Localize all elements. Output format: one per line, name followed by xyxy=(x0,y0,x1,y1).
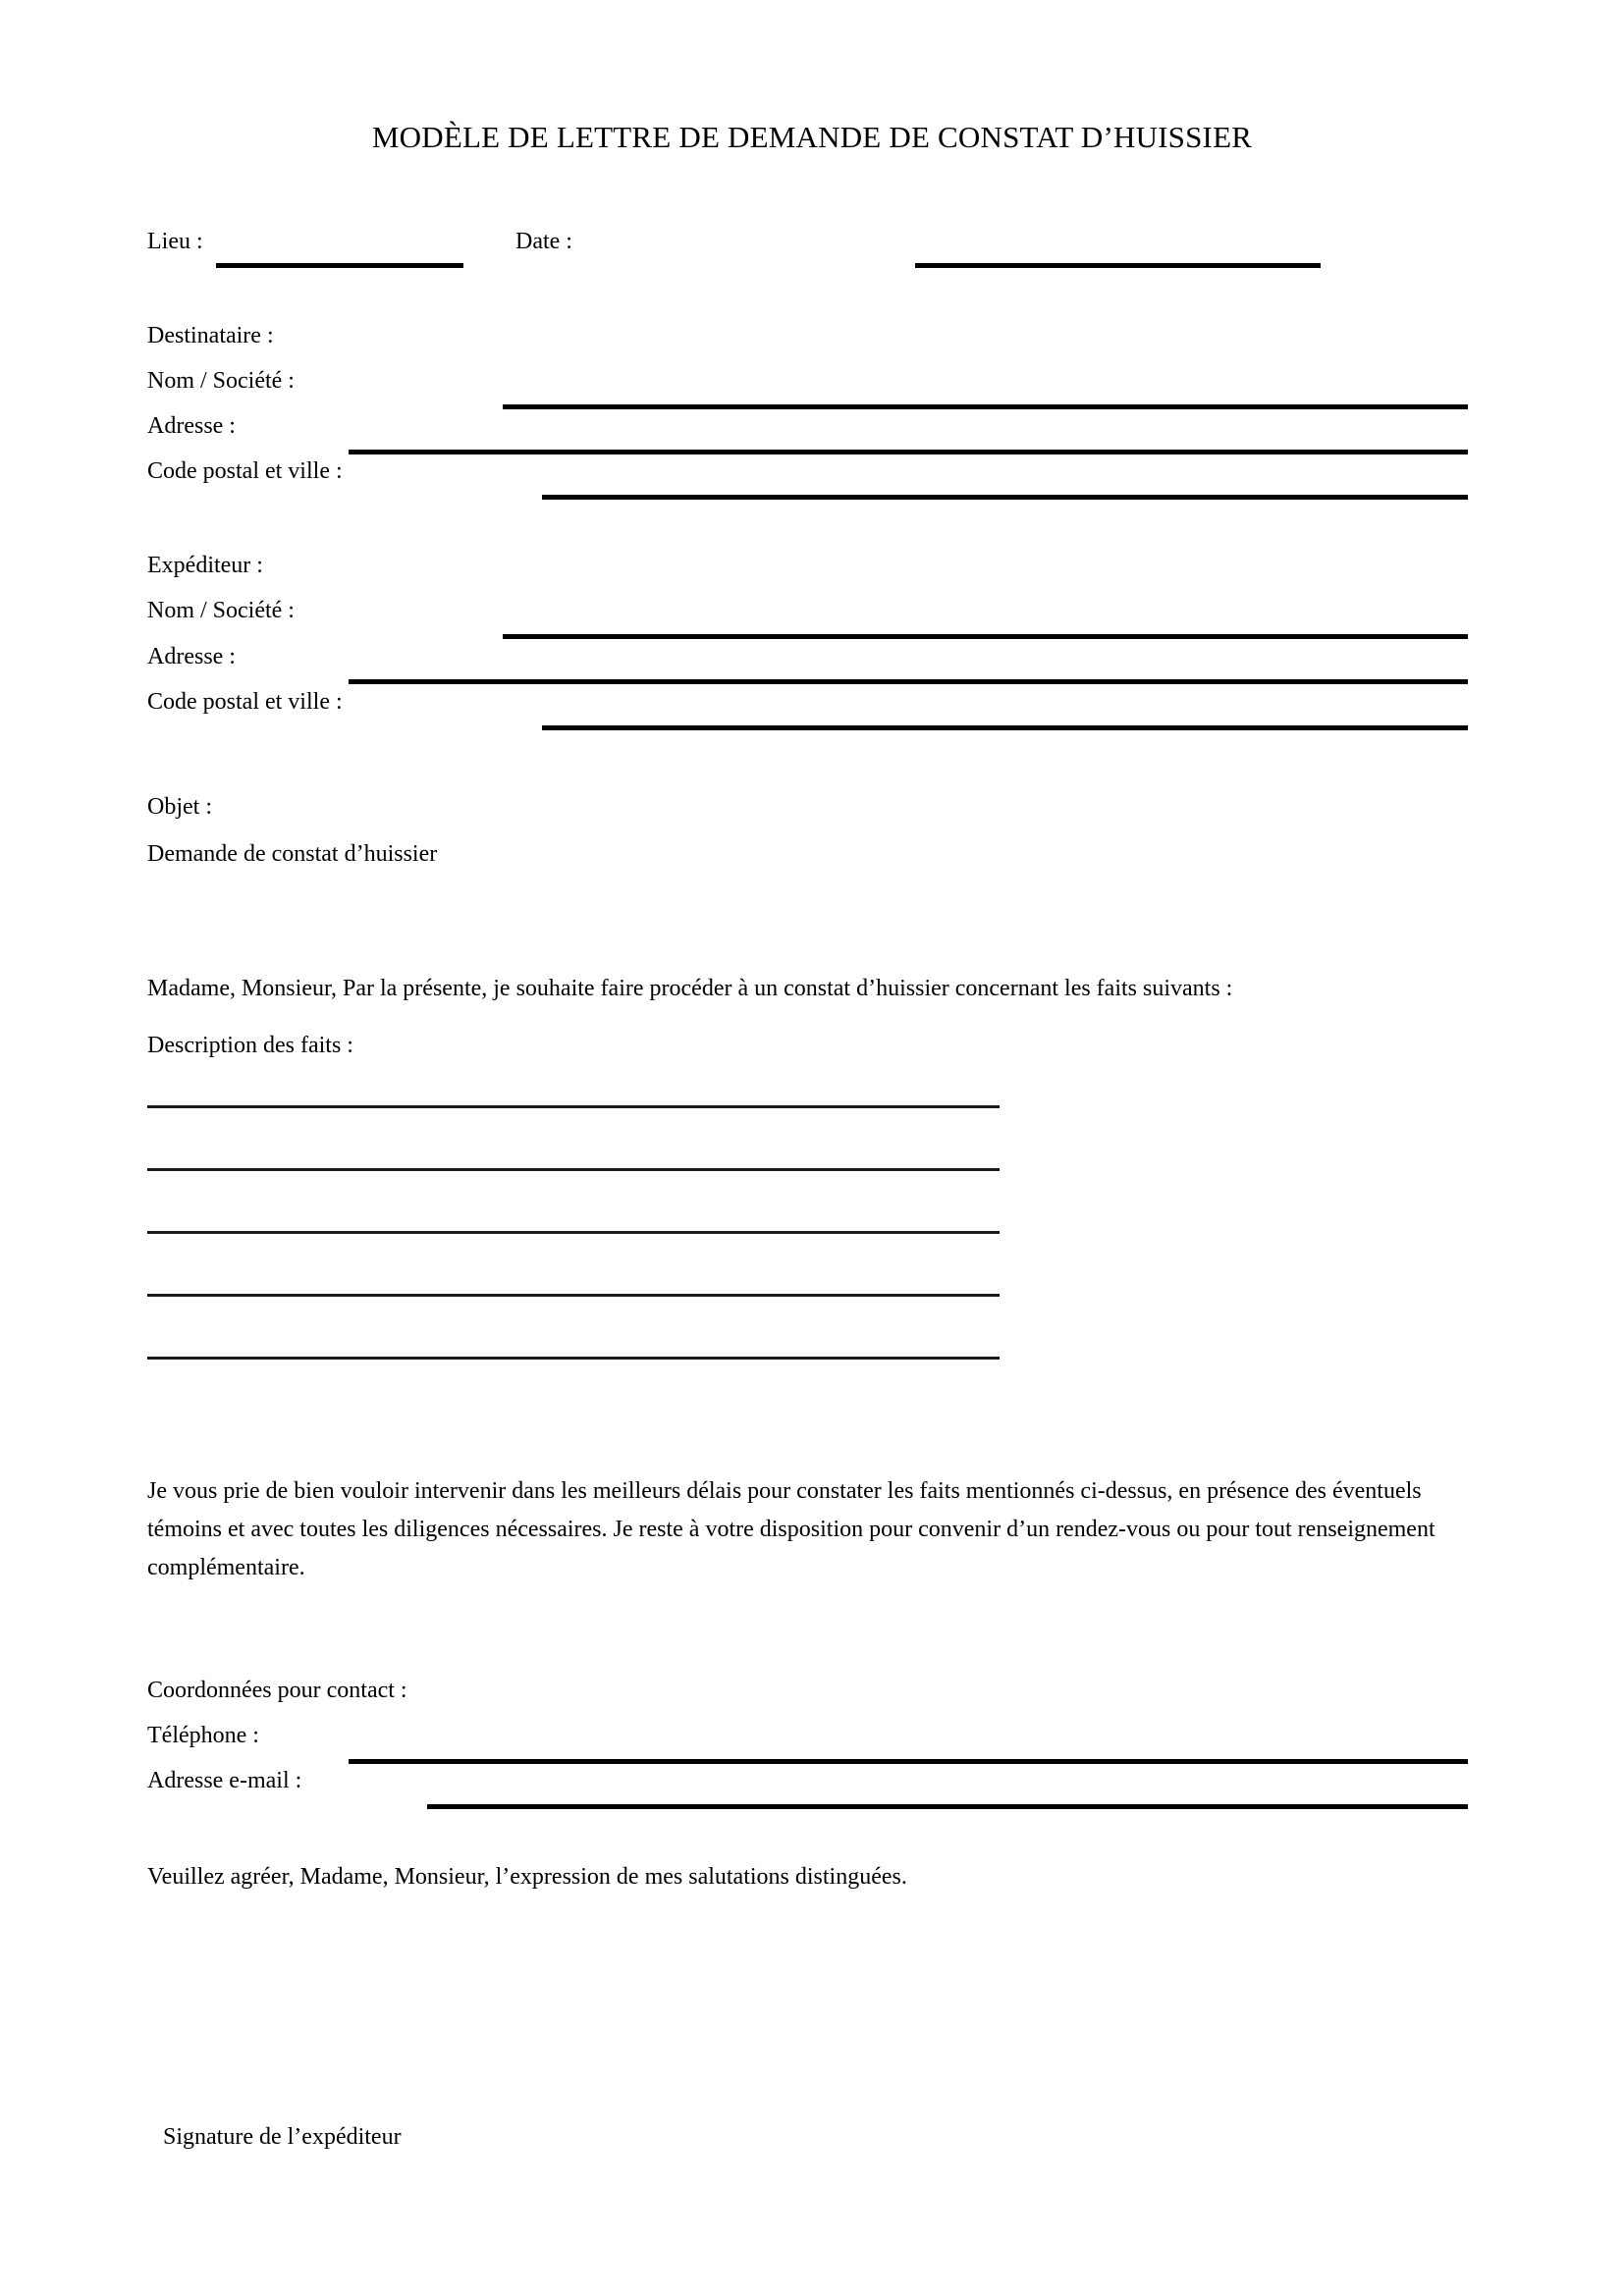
sender-postal-city-label: Code postal et ville : xyxy=(147,689,343,715)
contact-section-label: Coordonnées pour contact : xyxy=(147,1678,407,1703)
sender-address-label: Adresse : xyxy=(147,644,236,669)
recipient-address-input-rule[interactable] xyxy=(349,450,1468,454)
facts-blank-line-5[interactable] xyxy=(147,1357,1000,1360)
final-salutation: Veuillez agréer, Madame, Monsieur, l’expression de mes salutations distinguées. xyxy=(147,1864,907,1890)
subject-label: Objet : xyxy=(147,794,212,820)
recipient-postal-city-label: Code postal et ville : xyxy=(147,458,343,484)
sender-postal-city-input-rule[interactable] xyxy=(542,725,1468,730)
recipient-postal-city-input-rule[interactable] xyxy=(542,495,1468,500)
email-label: Adresse e-mail : xyxy=(147,1768,302,1793)
facts-blank-line-4[interactable] xyxy=(147,1294,1000,1297)
facts-blank-line-3[interactable] xyxy=(147,1231,1000,1234)
body-intro-paragraph: Madame, Monsieur, Par la présente, je souhaite faire procéder à un constat d’huissier concernant les faits suivants : xyxy=(147,976,1233,1001)
place-input-rule[interactable] xyxy=(216,263,463,268)
recipient-address-label: Adresse : xyxy=(147,413,236,439)
signature-label: Signature de l’expéditeur xyxy=(163,2124,402,2150)
phone-label: Téléphone : xyxy=(147,1723,259,1748)
closing-request-paragraph: Je vous prie de bien vouloir intervenir dans les meilleurs délais pour constater les faits mentionnés ci-dessus, en présence des éventuels témoins et avec toutes les diligences nécessaires. Je reste à votre disposition pour convenir d’un rendez-vous ou pour tout renseignement complémentaire. xyxy=(147,1478,1435,1580)
sender-section-label: Expéditeur : xyxy=(147,553,263,578)
sender-name-input-rule[interactable] xyxy=(503,634,1468,639)
email-input-rule[interactable] xyxy=(427,1804,1468,1809)
place-label: Lieu : xyxy=(147,229,203,254)
page-title: MODÈLE DE LETTRE DE DEMANDE DE CONSTAT D’HUISSIER xyxy=(371,120,1253,154)
facts-label: Description des faits : xyxy=(147,1033,353,1058)
subject-value: Demande de constat d’huissier xyxy=(147,841,438,867)
recipient-name-label: Nom / Société : xyxy=(147,368,295,394)
date-input-rule[interactable] xyxy=(915,263,1321,268)
facts-blank-line-2[interactable] xyxy=(147,1168,1000,1171)
date-label: Date : xyxy=(515,229,572,254)
recipient-name-input-rule[interactable] xyxy=(503,404,1468,409)
sender-address-input-rule[interactable] xyxy=(349,679,1468,684)
recipient-section-label: Destinataire : xyxy=(147,323,274,348)
phone-input-rule[interactable] xyxy=(349,1759,1468,1764)
sender-name-label: Nom / Société : xyxy=(147,598,295,623)
facts-blank-line-1[interactable] xyxy=(147,1105,1000,1108)
